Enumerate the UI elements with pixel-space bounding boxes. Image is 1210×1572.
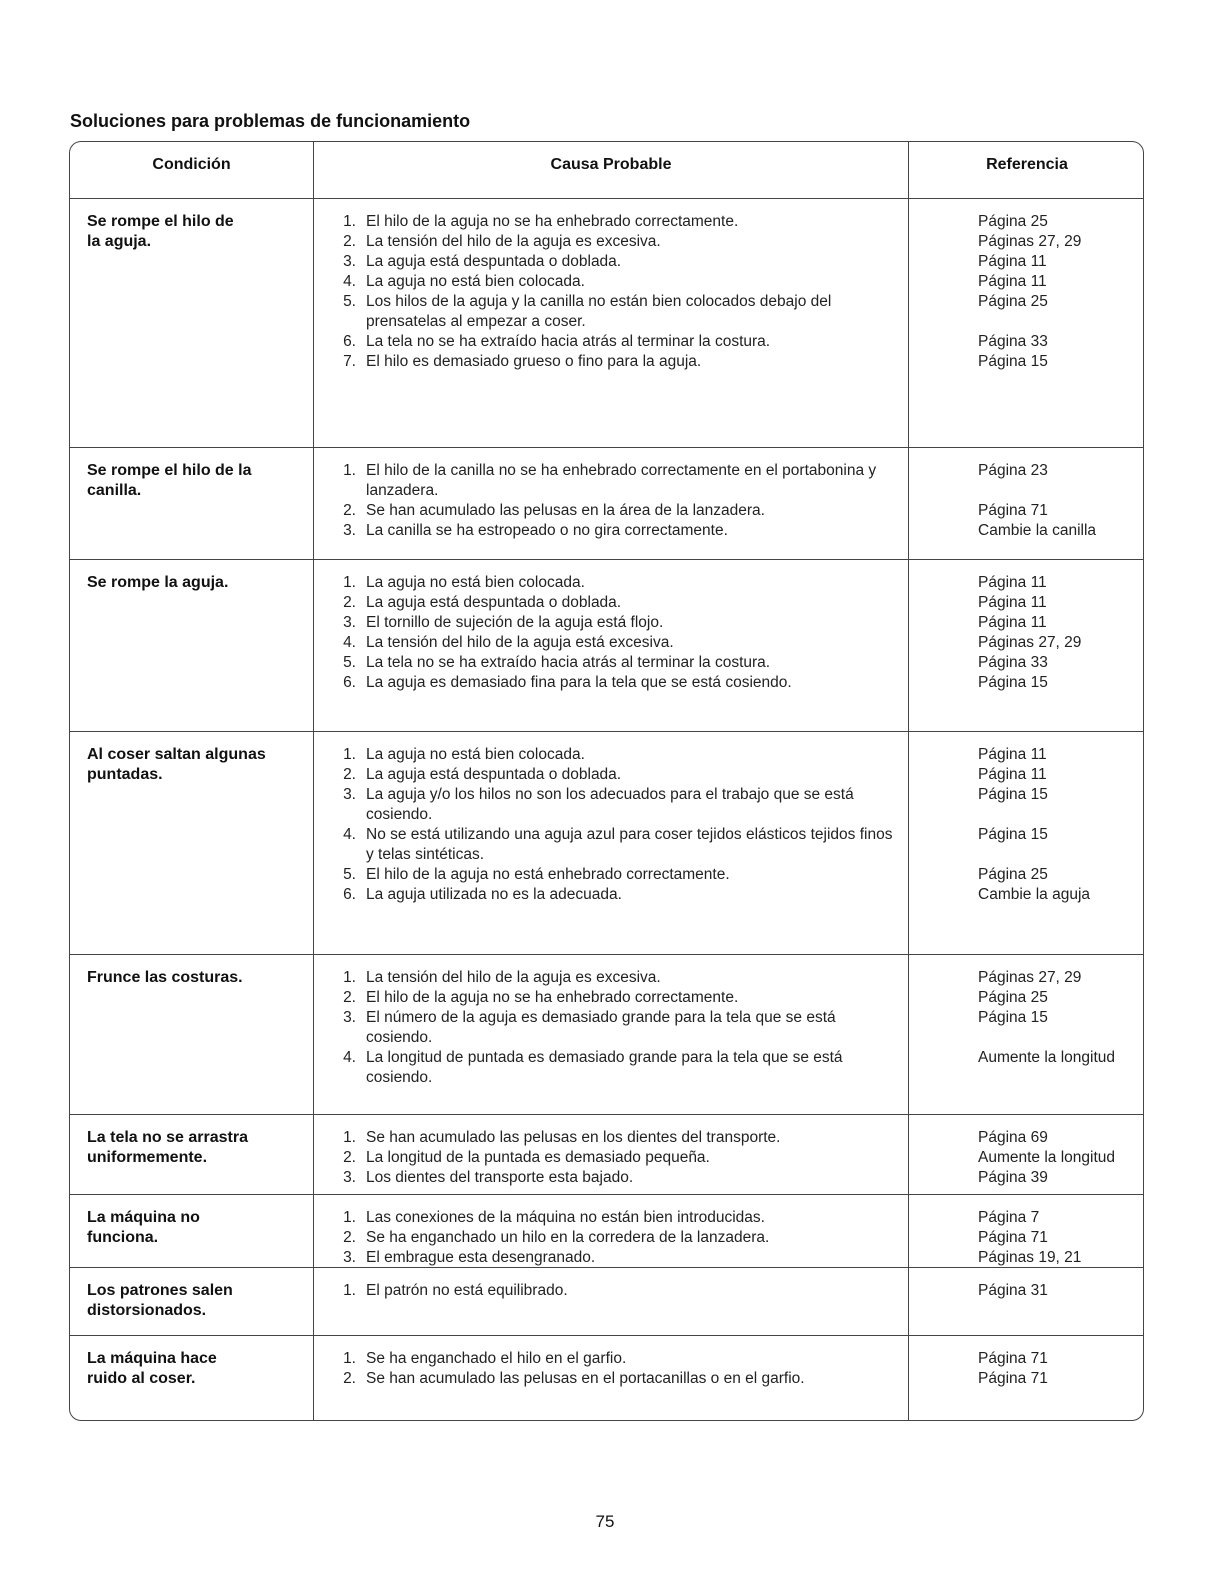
condition-line: la aguja. [87,233,152,250]
condition-line: canilla. [87,482,142,499]
cause-number: 1. [343,574,356,591]
cause-list [340,745,900,905]
cause-number: 4. [343,826,356,843]
cause-text: Los dientes del transporte esta bajado. [366,1169,634,1186]
cause-text: Se han acumulado las pelusas en los dientes del transporte. [366,1129,781,1146]
row-divider [70,1267,1143,1268]
reference-item: Página 15 [978,826,1048,843]
cause-number: 6. [343,674,356,691]
reference-item: Página 33 [978,333,1048,350]
cause-list [340,1349,900,1389]
reference-list [978,573,1143,693]
reference-item: Página 25 [978,213,1048,230]
troubleshooting-table [69,141,1144,1421]
reference-list [978,1128,1143,1188]
condition-cell [87,1208,297,1248]
cause-number: 2. [343,766,356,783]
condition-line: La máquina no [87,1209,200,1226]
cause-item [340,232,900,252]
row-divider [70,1114,1143,1115]
header-condition: Condición [152,156,231,173]
cause-number: 3. [343,786,356,803]
condition-line: funciona. [87,1229,159,1246]
cause-text: El hilo de la aguja no se ha enhebrado correctamente. [366,989,739,1006]
cause-item [340,1248,900,1268]
reference-item [978,805,1143,825]
condition-line: puntadas. [87,766,163,783]
cause-number: 2. [343,1370,356,1387]
condition-line: Frunce las costuras. [87,969,243,986]
cause-item [340,252,900,272]
reference-item: Cambie la canilla [978,522,1097,539]
cause-item [340,653,900,673]
cause-item [340,968,900,988]
cause-item [340,745,900,765]
cause-text: El hilo de la aguja no se ha enhebrado correctamente. [366,213,739,230]
reference-item: Página 71 [978,502,1048,519]
cause-text: La longitud de la puntada es demasiado pequeña. [366,1149,710,1166]
cause-item [340,613,900,633]
cause-list [340,573,900,693]
cause-item [340,593,900,613]
reference-list [978,968,1143,1068]
reference-item: Página 71 [978,1229,1048,1246]
reference-item: Página 39 [978,1169,1048,1186]
row-divider [70,1194,1143,1195]
row-divider [70,559,1143,560]
cause-number: 1. [343,213,356,230]
cause-item [340,461,900,501]
reference-item [978,845,1143,865]
cause-item [340,272,900,292]
reference-item: Página 15 [978,674,1048,691]
reference-item: Página 25 [978,989,1048,1006]
cause-number: 3. [343,253,356,270]
reference-item: Páginas 19, 21 [978,1249,1082,1266]
reference-item: Página 23 [978,462,1048,479]
cause-text: La canilla se ha estropeado o no gira correctamente. [366,522,728,539]
condition-line: Al coser saltan algunas [87,746,266,763]
cause-number: 1. [343,1209,356,1226]
cause-text: La aguja utilizada no es la adecuada. [366,886,622,903]
cause-item [340,292,900,332]
reference-item: Cambie la aguja [978,886,1091,903]
cause-item [340,1048,900,1088]
condition-line: La máquina hace [87,1350,217,1367]
cause-item [340,521,900,541]
cause-number: 1. [343,746,356,763]
cause-number: 4. [343,634,356,651]
cause-text: Se ha enganchado un hilo en la corredera de la lanzadera. [366,1229,770,1246]
page-number: 75 [595,1512,615,1531]
condition-line: distorsionados. [87,1302,207,1319]
cause-item [340,1148,900,1168]
cause-text: La aguja no está bien colocada. [366,273,585,290]
reference-item: Aumente la longitud [978,1149,1116,1166]
cause-number: 4. [343,1049,356,1066]
cause-number: 2. [343,1229,356,1246]
cause-number: 3. [343,522,356,539]
cause-text: La tensión del hilo de la aguja es excesiva. [366,969,661,986]
cause-text: El hilo de la aguja no está enhebrado correctamente. [366,866,730,883]
row-divider [70,1335,1143,1336]
cause-text: La tensión del hilo de la aguja es excesiva. [366,233,661,250]
reference-item: Página 15 [978,786,1048,803]
cause-item [340,1281,900,1301]
cause-item [340,501,900,521]
cause-item [340,1208,900,1228]
cause-item [340,885,900,905]
header-cause: Causa Probable [550,156,672,173]
header-reference: Referencia [986,156,1068,173]
reference-item: Página 25 [978,293,1048,310]
condition-cell [87,1128,297,1168]
cause-item [340,1168,900,1188]
reference-item: Página 25 [978,866,1048,883]
condition-cell [87,212,297,252]
cause-number: 5. [343,866,356,883]
cause-item [340,865,900,885]
cause-number: 6. [343,333,356,350]
reference-item: Páginas 27, 29 [978,634,1082,651]
cause-item [340,765,900,785]
cause-text: El hilo es demasiado grueso o fino para la aguja. [366,353,702,370]
cause-list [340,461,900,541]
cause-text: Se ha enganchado el hilo en el garfio. [366,1350,627,1367]
condition-line: Se rompe el hilo de la [87,462,252,479]
cause-text: La aguja está despuntada o doblada. [366,594,622,611]
cause-item [340,825,900,865]
reference-item: Página 15 [978,1009,1048,1026]
condition-line: Los patrones salen [87,1282,233,1299]
reference-list [978,1349,1143,1389]
cause-list [340,968,900,1088]
cause-list [340,1281,900,1301]
cause-item [340,1008,900,1048]
cause-number: 4. [343,273,356,290]
cause-list [340,1128,900,1188]
cause-list [340,212,900,372]
cause-text: El embrague esta desengranado. [366,1249,596,1266]
reference-list [978,1208,1143,1268]
reference-list [978,461,1143,541]
cause-item [340,1369,900,1389]
column-divider [313,142,314,1420]
row-divider [70,447,1143,448]
condition-cell [87,745,297,785]
cause-text: La aguja está despuntada o doblada. [366,253,622,270]
cause-item [340,1128,900,1148]
reference-item [978,312,1143,332]
reference-item [978,1028,1143,1048]
condition-line: Se rompe el hilo de [87,213,234,230]
condition-line: ruido al coser. [87,1370,196,1387]
cause-text: Se han acumulado las pelusas en el portacanillas o en el garfio. [366,1370,805,1387]
cause-number: 2. [343,989,356,1006]
cause-number: 3. [343,1009,356,1026]
reference-item: Página 69 [978,1129,1048,1146]
cause-item [340,1349,900,1369]
reference-list [978,1281,1143,1301]
cause-text: La aguja está despuntada o doblada. [366,766,622,783]
reference-item: Página 71 [978,1370,1048,1387]
condition-line: La tela no se arrastra [87,1129,248,1146]
cause-number: 2. [343,1149,356,1166]
cause-text: No se está utilizando una aguja azul para coser tejidos elásticos tejidos finos y telas sintéticas. [366,826,893,863]
cause-number: 5. [343,654,356,671]
cause-number: 3. [343,1249,356,1266]
cause-item [340,212,900,232]
cause-number: 1. [343,1282,356,1299]
column-divider [908,142,909,1420]
reference-list [978,212,1143,372]
reference-item: Página 11 [978,574,1047,591]
row-divider [70,954,1143,955]
cause-number: 1. [343,969,356,986]
cause-number: 5. [343,293,356,310]
cause-item [340,1228,900,1248]
cause-number: 1. [343,462,356,479]
page-title: Soluciones para problemas de funcionamiento [70,111,471,131]
reference-item: Página 7 [978,1209,1040,1226]
cause-item [340,633,900,653]
cause-item [340,673,900,693]
cause-list [340,1208,900,1268]
row-divider [70,198,1143,199]
reference-item: Página 11 [978,594,1047,611]
row-divider [70,731,1143,732]
cause-item [340,332,900,352]
reference-item: Página 11 [978,766,1047,783]
cause-text: Los hilos de la aguja y la canilla no están bien colocados debajo del prensatelas al empezar a coser. [366,293,832,330]
reference-item: Página 31 [978,1282,1048,1299]
reference-item: Páginas 27, 29 [978,969,1082,986]
cause-text: El número de la aguja es demasiado grande para la tela que se está cosiendo. [366,1009,836,1046]
cause-number: 2. [343,233,356,250]
condition-cell [87,573,297,593]
cause-text: Se han acumulado las pelusas en la área de la lanzadera. [366,502,765,519]
reference-list [978,745,1143,905]
cause-text: El hilo de la canilla no se ha enhebrado correctamente en el portabonina y lanzadera. [366,462,877,499]
reference-item: Páginas 27, 29 [978,233,1082,250]
reference-item [978,481,1143,501]
condition-line: uniformemente. [87,1149,208,1166]
cause-number: 3. [343,1169,356,1186]
condition-cell [87,1349,297,1389]
cause-number: 3. [343,614,356,631]
condition-cell [87,461,297,501]
cause-text: La longitud de puntada es demasiado grande para la tela que se está cosiendo. [366,1049,843,1086]
cause-number: 2. [343,594,356,611]
cause-number: 7. [343,353,356,370]
cause-text: El patrón no está equilibrado. [366,1282,568,1299]
condition-cell [87,968,297,988]
condition-cell [87,1281,297,1321]
reference-item: Página 15 [978,353,1048,370]
cause-item [340,785,900,825]
reference-item: Página 71 [978,1350,1048,1367]
condition-line: Se rompe la aguja. [87,574,229,591]
cause-number: 1. [343,1350,356,1367]
cause-number: 6. [343,886,356,903]
reference-item: Página 11 [978,746,1047,763]
cause-item [340,988,900,1008]
reference-item: Página 11 [978,614,1047,631]
cause-text: La aguja no está bien colocada. [366,574,585,591]
reference-item: Aumente la longitud [978,1049,1116,1066]
reference-item: Página 33 [978,654,1048,671]
cause-number: 1. [343,1129,356,1146]
reference-item: Página 11 [978,253,1047,270]
reference-item: Página 11 [978,273,1047,290]
cause-text: La aguja y/o los hilos no son los adecuados para el trabajo que se está cosiendo. [366,786,854,823]
cause-text: El tornillo de sujeción de la aguja está flojo. [366,614,664,631]
cause-text: Las conexiones de la máquina no están bien introducidas. [366,1209,765,1226]
cause-text: La aguja es demasiado fina para la tela que se está cosiendo. [366,674,792,691]
cause-text: La tela no se ha extraído hacia atrás al terminar la costura. [366,333,771,350]
cause-text: La tensión del hilo de la aguja está excesiva. [366,634,674,651]
cause-item [340,573,900,593]
cause-text: La aguja no está bien colocada. [366,746,585,763]
cause-number: 2. [343,502,356,519]
cause-item [340,352,900,372]
cause-text: La tela no se ha extraído hacia atrás al terminar la costura. [366,654,771,671]
